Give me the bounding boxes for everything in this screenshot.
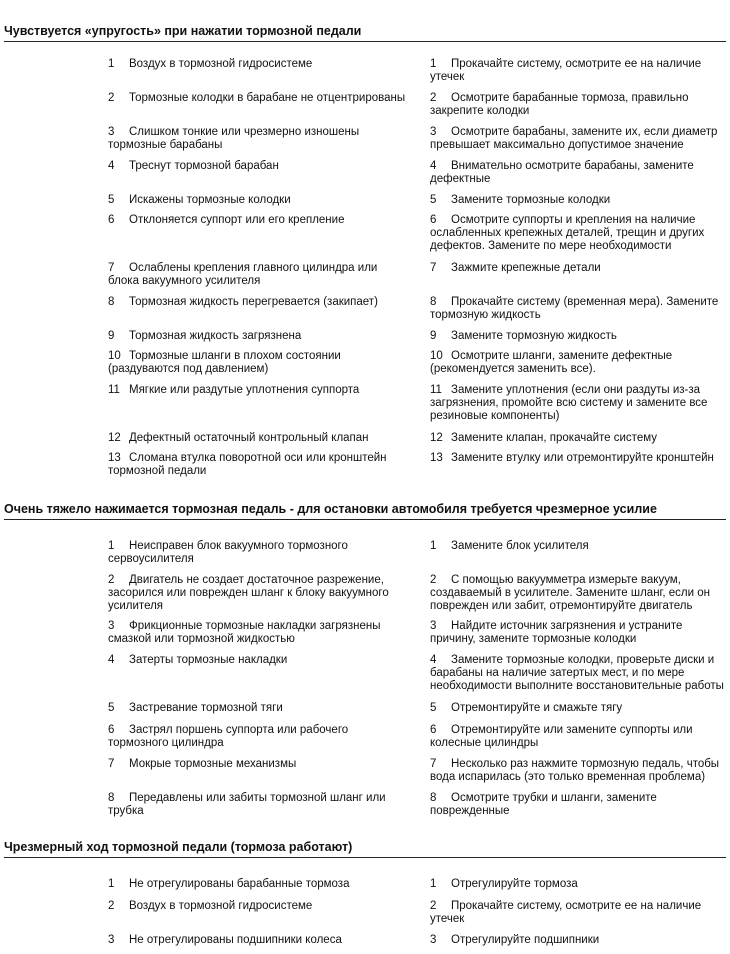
- row-number: 4: [108, 160, 115, 172]
- cause-text: Воздух в тормозной гидросистеме: [129, 58, 313, 70]
- remedy-text: Осмотрите суппорты и крепления на наличие ослабленных крепежных деталей, трещин и других дефектов. Замените по мере необходимости: [430, 214, 705, 252]
- cause-text: Двигатель не создает достаточное разрежение, засорился или поврежден шланг к блоку вакуумного усилителя: [108, 574, 389, 612]
- cause-text: Мокрые тормозные механизмы: [129, 758, 297, 770]
- row-number: 4: [430, 160, 437, 172]
- remedy-text: Замените тормозные колодки, проверьте диски и барабаны на наличие затертых мест, и по мере необходимости выполните восстановительные работы: [430, 654, 724, 692]
- cause-text: Искажены тормозные колодки: [129, 194, 291, 206]
- row-number: 8: [430, 296, 437, 308]
- row-number: 7: [430, 262, 437, 274]
- row-number: 13: [108, 452, 121, 464]
- remedy-text: Отремонтируйте и смажьте тягу: [451, 702, 623, 714]
- cause-text: Сломана втулка поворотной оси или кронштейн тормозной педали: [108, 452, 387, 477]
- cause-text: Слишком тонкие или чрезмерно изношены тормозные барабаны: [108, 126, 360, 151]
- row-number: 5: [108, 702, 115, 714]
- remedy-text: Осмотрите шланги, замените дефектные (рекомендуется заменить все).: [430, 350, 673, 375]
- row-number: 1: [108, 58, 115, 70]
- cause-text: Тормозная жидкость перегревается (закипает): [129, 296, 378, 308]
- remedy-text: Замените клапан, прокачайте систему: [451, 432, 658, 444]
- remedy-text: Осмотрите барабанные тормоза, правильно закрепите колодки: [430, 92, 689, 117]
- row-number: 3: [108, 126, 115, 138]
- row-number: 11: [108, 384, 120, 396]
- remedy-text: С помощью вакуумметра измерьте вакуум, создаваемый в усилителе. Замените шланг, если он поврежден или забит, отремонтируйте двигатель: [430, 574, 710, 612]
- cause-text: Застрял поршень суппорта или рабочего тормозного цилиндра: [108, 724, 349, 749]
- remedy-text: Замените тормозные колодки: [451, 194, 611, 206]
- remedy-text: Отремонтируйте или замените суппорты или колесные цилиндры: [430, 724, 693, 749]
- cause-text: Ослаблены крепления главного цилиндра или блока вакуумного усилителя: [108, 262, 378, 287]
- row-number: 7: [430, 758, 437, 770]
- remedy-text: Зажмите крепежные детали: [451, 262, 601, 274]
- remedy-text: Прокачайте систему, осмотрите ее на наличие утечек: [430, 900, 702, 925]
- cause-text: Отклоняется суппорт или его крепление: [129, 214, 345, 226]
- cause-text: Неисправен блок вакуумного тормозного сервоусилителя: [108, 540, 348, 565]
- remedy-text: Прокачайте систему, осмотрите ее на наличие утечек: [430, 58, 702, 83]
- row-number: 4: [108, 654, 115, 666]
- row-number: 3: [108, 620, 115, 632]
- row-number: 10: [430, 350, 443, 362]
- row-number: 12: [108, 432, 121, 444]
- row-number: 9: [430, 330, 437, 342]
- cause-text: Мягкие или раздутые уплотнения суппорта: [129, 384, 360, 396]
- cause-text: Фрикционные тормозные накладки загрязнены смазкой или тормозной жидкостью: [108, 620, 381, 645]
- remedy-text: Отрегулируйте тормоза: [451, 878, 578, 890]
- cause-text: Не отрегулированы барабанные тормоза: [129, 878, 350, 890]
- row-number: 8: [430, 792, 437, 804]
- remedy-text: Несколько раз нажмите тормозную педаль, чтобы вода испарилась (это только временная проблема): [430, 758, 720, 783]
- cause-text: Треснут тормозной барабан: [129, 160, 279, 172]
- remedy-text: Замените тормозную жидкость: [451, 330, 617, 342]
- cause-text: Воздух в тормозной гидросистеме: [129, 900, 313, 912]
- row-number: 1: [430, 540, 437, 552]
- row-number: 4: [430, 654, 437, 666]
- row-number: 6: [430, 214, 437, 226]
- row-number: 3: [108, 934, 115, 946]
- remedy-text: Замените уплотнения (если они раздуты из-за загрязнения, промойте всю систему и замените все резиновые компоненты): [430, 384, 708, 422]
- row-number: 5: [430, 702, 437, 714]
- row-number: 9: [108, 330, 115, 342]
- row-number: 12: [430, 432, 443, 444]
- remedy-text: Замените блок усилителя: [451, 540, 589, 552]
- row-number: 7: [108, 262, 115, 274]
- row-number: 6: [430, 724, 437, 736]
- remedy-text: Найдите источник загрязнения и устраните причину, замените тормозные колодки: [430, 620, 683, 645]
- row-number: 13: [430, 452, 443, 464]
- row-number: 1: [108, 878, 115, 890]
- row-number: 6: [108, 214, 115, 226]
- row-number: 2: [430, 900, 437, 912]
- row-number: 3: [430, 934, 437, 946]
- cause-text: Затерты тормозные накладки: [129, 654, 288, 666]
- row-number: 5: [430, 194, 437, 206]
- cause-text: Не отрегулированы подшипники колеса: [129, 934, 342, 946]
- row-number: 10: [108, 350, 121, 362]
- section-title: Чрезмерный ход тормозной педали (тормоза работают): [4, 840, 726, 858]
- cause-text: Застревание тормозной тяги: [129, 702, 283, 714]
- section-title: Очень тяжело нажимается тормозная педаль - для остановки автомобиля требуется чрезмерное усилие: [4, 502, 726, 520]
- row-number: 2: [108, 574, 115, 586]
- cause-text: Тормозная жидкость загрязнена: [129, 330, 302, 342]
- row-number: 2: [430, 574, 437, 586]
- remedy-text: Внимательно осмотрите барабаны, замените дефектные: [430, 160, 694, 185]
- row-number: 5: [108, 194, 115, 206]
- cause-text: Тормозные шланги в плохом состоянии (раздуваются под давлением): [108, 350, 341, 375]
- cause-text: Тормозные колодки в барабане не отцентрированы: [129, 92, 406, 104]
- row-number: 3: [430, 620, 437, 632]
- row-number: 1: [430, 878, 437, 890]
- remedy-text: Прокачайте систему (временная мера). Замените тормозную жидкость: [430, 296, 719, 321]
- row-number: 8: [108, 296, 115, 308]
- remedy-text: Осмотрите барабаны, замените их, если диаметр превышает максимально допустимое значение: [430, 126, 718, 151]
- remedy-text: Замените втулку или отремонтируйте кронштейн: [451, 452, 714, 464]
- row-number: 7: [108, 758, 115, 770]
- row-number: 2: [108, 900, 115, 912]
- row-number: 2: [430, 92, 437, 104]
- section-title: Чувствуется «упругость» при нажатии тормозной педали: [4, 24, 726, 42]
- cause-text: Передавлены или забиты тормозной шланг или трубка: [108, 792, 386, 817]
- row-number: 11: [430, 384, 442, 396]
- row-number: 6: [108, 724, 115, 736]
- row-number: 1: [108, 540, 115, 552]
- cause-text: Дефектный остаточный контрольный клапан: [129, 432, 369, 444]
- remedy-text: Отрегулируйте подшипники: [451, 934, 600, 946]
- row-number: 8: [108, 792, 115, 804]
- row-number: 3: [430, 126, 437, 138]
- row-number: 1: [430, 58, 437, 70]
- remedy-text: Осмотрите трубки и шланги, замените поврежденные: [430, 792, 657, 817]
- row-number: 2: [108, 92, 115, 104]
